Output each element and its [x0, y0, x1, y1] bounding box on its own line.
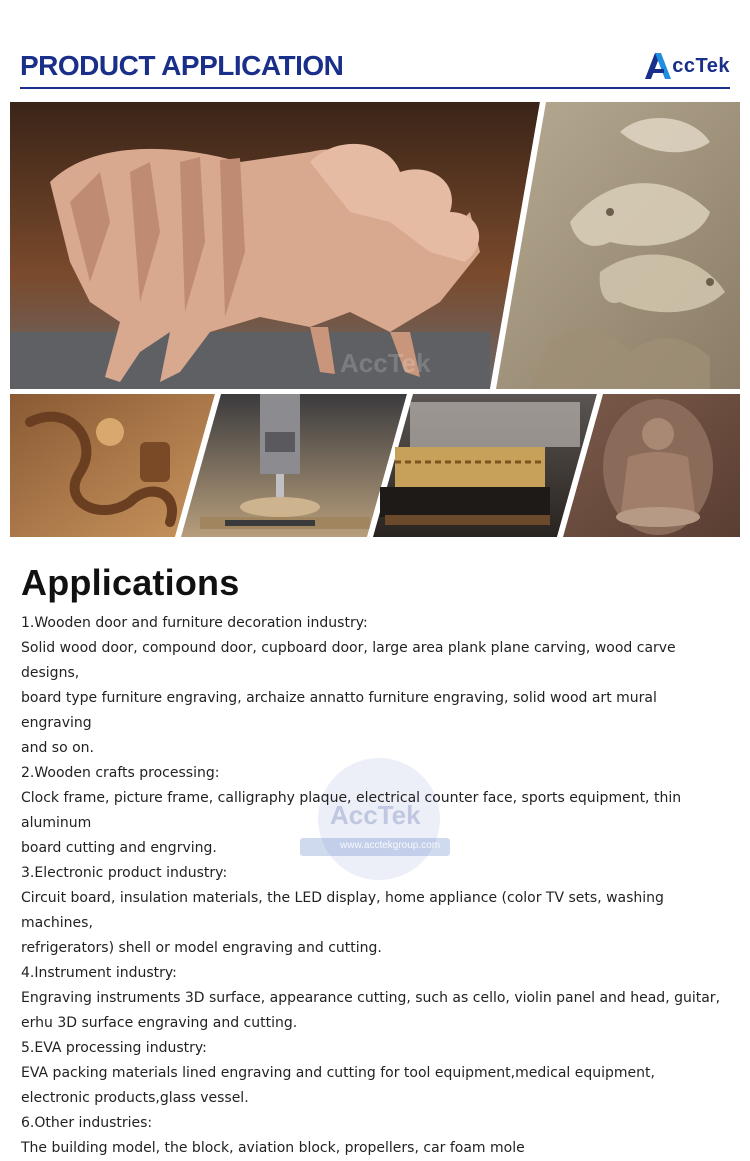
- section-line: The building model, the block, aviation block, propellers, car foam mole: [21, 1140, 525, 1156]
- section-title: 1.Wooden door and furniture decoration industry:: [21, 615, 368, 631]
- section-line: and so on.: [21, 740, 94, 756]
- applications-list: [21, 611, 721, 1161]
- section-title: 2.Wooden crafts processing:: [21, 765, 220, 781]
- header-divider: [20, 87, 730, 89]
- watermark-url: www.acctekgroup.com: [340, 840, 441, 851]
- section-line: Engraving instruments 3D surface, appearance cutting, such as cello, violin panel and head, guitar,: [21, 990, 721, 1006]
- acctek-logo[interactable]: [645, 52, 730, 80]
- watermark-logo-text: AccTek: [330, 800, 421, 830]
- section-line: Clock frame, picture frame, calligraphy plaque, electrical counter face, sports equipment, thin aluminum: [21, 790, 682, 831]
- logo-text: ccTek: [672, 54, 730, 77]
- acctek-logo-icon: [645, 53, 671, 79]
- section-line: board type furniture engraving, archaize annatto furniture engraving, solid wood art mural engraving: [21, 690, 657, 731]
- section-title: 4.Instrument industry:: [21, 965, 177, 981]
- section-line: Circuit board, insulation materials, the LED display, home appliance (color TV sets, washing machines,: [21, 890, 664, 931]
- applications-heading: Applications: [21, 562, 240, 603]
- application-photo-collage: [10, 102, 740, 537]
- section-line: refrigerators) shell or model engraving and cutting.: [21, 940, 382, 956]
- page-title: PRODUCT APPLICATION: [20, 50, 344, 81]
- collage-watermark: AccTek: [340, 348, 431, 378]
- page-header: [20, 44, 730, 90]
- section-title: 5.EVA processing industry:: [21, 1040, 207, 1056]
- section-line: EVA packing materials lined engraving and cutting for tool equipment,medical equipment,: [21, 1065, 655, 1081]
- wooden-dinosaur-puzzle-photo: [10, 102, 540, 389]
- section-line: electronic products,glass vessel.: [21, 1090, 249, 1106]
- section-line: board cutting and engrving.: [21, 840, 217, 856]
- section-line: Solid wood door, compound door, cupboard door, large area plank plane carving, wood carve designs,: [21, 640, 676, 681]
- section-title: 3.Electronic product industry:: [21, 865, 228, 881]
- section-title: 6.Other industries:: [21, 1115, 153, 1131]
- section-line: erhu 3D surface engraving and cutting.: [21, 1015, 298, 1031]
